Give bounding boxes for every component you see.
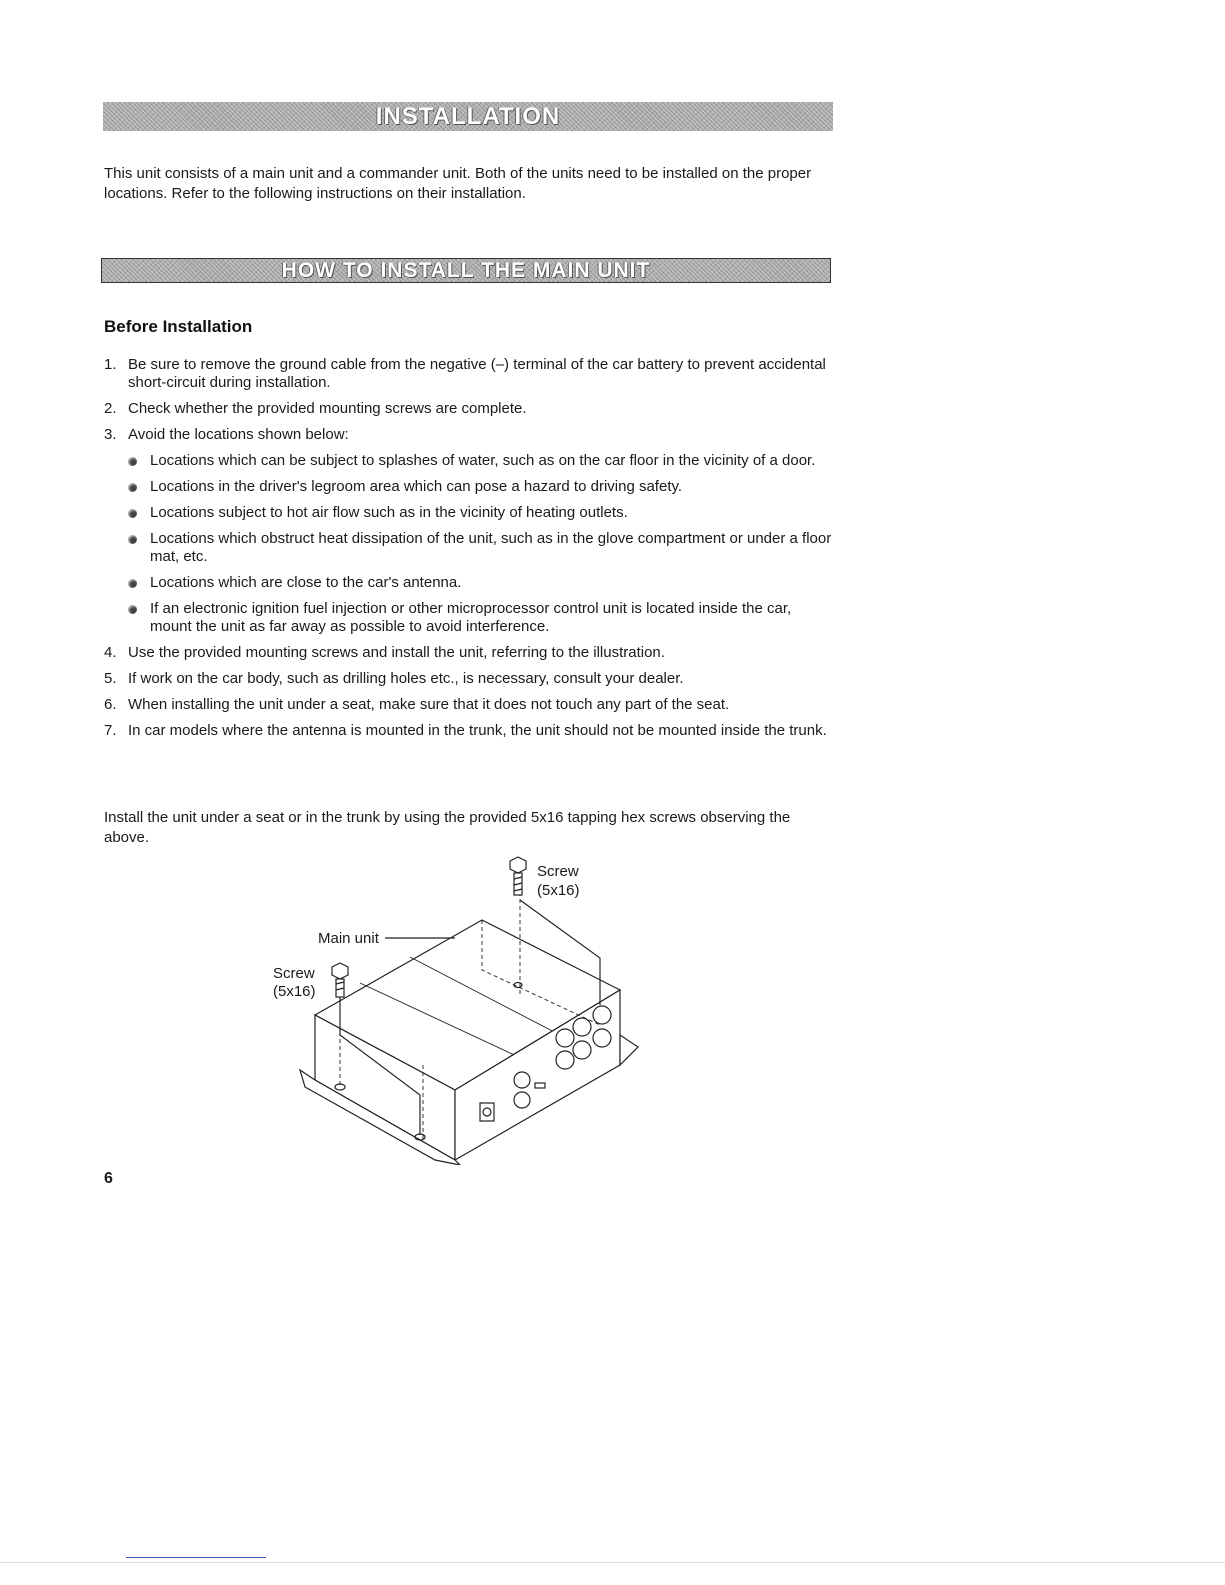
bullet-icon	[128, 483, 137, 492]
bottom-divider	[0, 1562, 1225, 1563]
step-number: 3.	[104, 426, 117, 443]
step-item	[104, 722, 834, 740]
main-unit-label: Main unit	[318, 930, 379, 947]
step-number: 6.	[104, 696, 117, 713]
step-number: 5.	[104, 670, 117, 687]
step-item	[104, 696, 834, 714]
bullet-icon	[128, 509, 137, 518]
screw-left-icon	[332, 963, 348, 997]
step-item	[104, 644, 834, 662]
bullet-text: Locations which can be subject to splashes of water, such as on the car floor in the vicinity of a door.	[150, 452, 816, 469]
intro-paragraph: This unit consists of a main unit and a commander unit. Both of the units need to be installed on the proper locations. Refer to the following instructions on their installation.	[104, 165, 812, 202]
bullet-item	[128, 600, 834, 636]
bullet-item	[128, 452, 834, 470]
section-title: HOW TO INSTALL THE MAIN UNIT	[281, 258, 651, 282]
page-title: INSTALLATION	[375, 102, 561, 130]
step-item	[104, 400, 834, 418]
section-banner-installation	[103, 102, 833, 131]
step-number: 1.	[104, 356, 117, 373]
screw-left-size: (5x16)	[273, 983, 316, 1000]
bullet-text: Locations which obstruct heat dissipation of the unit, such as in the glove compartment or under a floor mat, etc.	[150, 530, 832, 565]
bullet-item	[128, 504, 834, 522]
main-unit-drawing	[260, 855, 650, 1165]
step-text: When installing the unit under a seat, make sure that it does not touch any part of the seat.	[128, 696, 730, 713]
screw-right-icon	[510, 857, 526, 895]
step-text: Use the provided mounting screws and install the unit, referring to the illustration.	[128, 644, 665, 661]
step-item	[104, 426, 834, 636]
step-number: 2.	[104, 400, 117, 417]
section-banner-main-unit	[101, 258, 831, 283]
before-installation-heading: Before Installation	[104, 317, 253, 336]
step-text: Check whether the provided mounting screws are complete.	[128, 400, 527, 417]
step-text: Avoid the locations shown below:	[128, 426, 349, 443]
bullet-icon	[128, 579, 137, 588]
bullet-icon	[128, 605, 137, 614]
bullet-text: Locations subject to hot air flow such as in the vicinity of heating outlets.	[150, 504, 628, 521]
avoid-locations-list	[128, 452, 834, 636]
screw-left-label: Screw	[273, 965, 315, 982]
bullet-icon	[128, 535, 137, 544]
step-text: If work on the car body, such as drilling holes etc., is necessary, consult your dealer.	[128, 670, 684, 687]
step-number: 7.	[104, 722, 117, 739]
step-item	[104, 670, 834, 688]
step-number: 4.	[104, 644, 117, 661]
steps-list	[104, 356, 834, 748]
step-item	[104, 356, 834, 392]
step-text: Be sure to remove the ground cable from the negative (–) terminal of the car battery to prevent accidental short-circuit during installation.	[128, 356, 826, 391]
bottom-link-underline	[126, 1557, 266, 1558]
step-text: In car models where the antenna is mounted in the trunk, the unit should not be mounted inside the trunk.	[128, 722, 827, 739]
screw-right-label: Screw	[537, 863, 579, 880]
bullet-text: If an electronic ignition fuel injection or other microprocessor control unit is located inside the car, mount the unit as far away as possible to avoid interference.	[150, 600, 792, 635]
bullet-icon	[128, 457, 137, 466]
bullet-text: Locations which are close to the car's antenna.	[150, 574, 462, 591]
closing-paragraph: Install the unit under a seat or in the trunk by using the provided 5x16 tapping hex screws observing the above.	[104, 809, 791, 846]
screw-right-size: (5x16)	[537, 882, 580, 899]
bullet-item	[128, 478, 834, 496]
bullet-item	[128, 530, 834, 566]
page-number: 6	[104, 1170, 113, 1187]
bullet-item	[128, 574, 834, 592]
main-unit-illustration	[260, 855, 650, 1165]
bullet-text: Locations in the driver's legroom area which can pose a hazard to driving safety.	[150, 478, 683, 495]
